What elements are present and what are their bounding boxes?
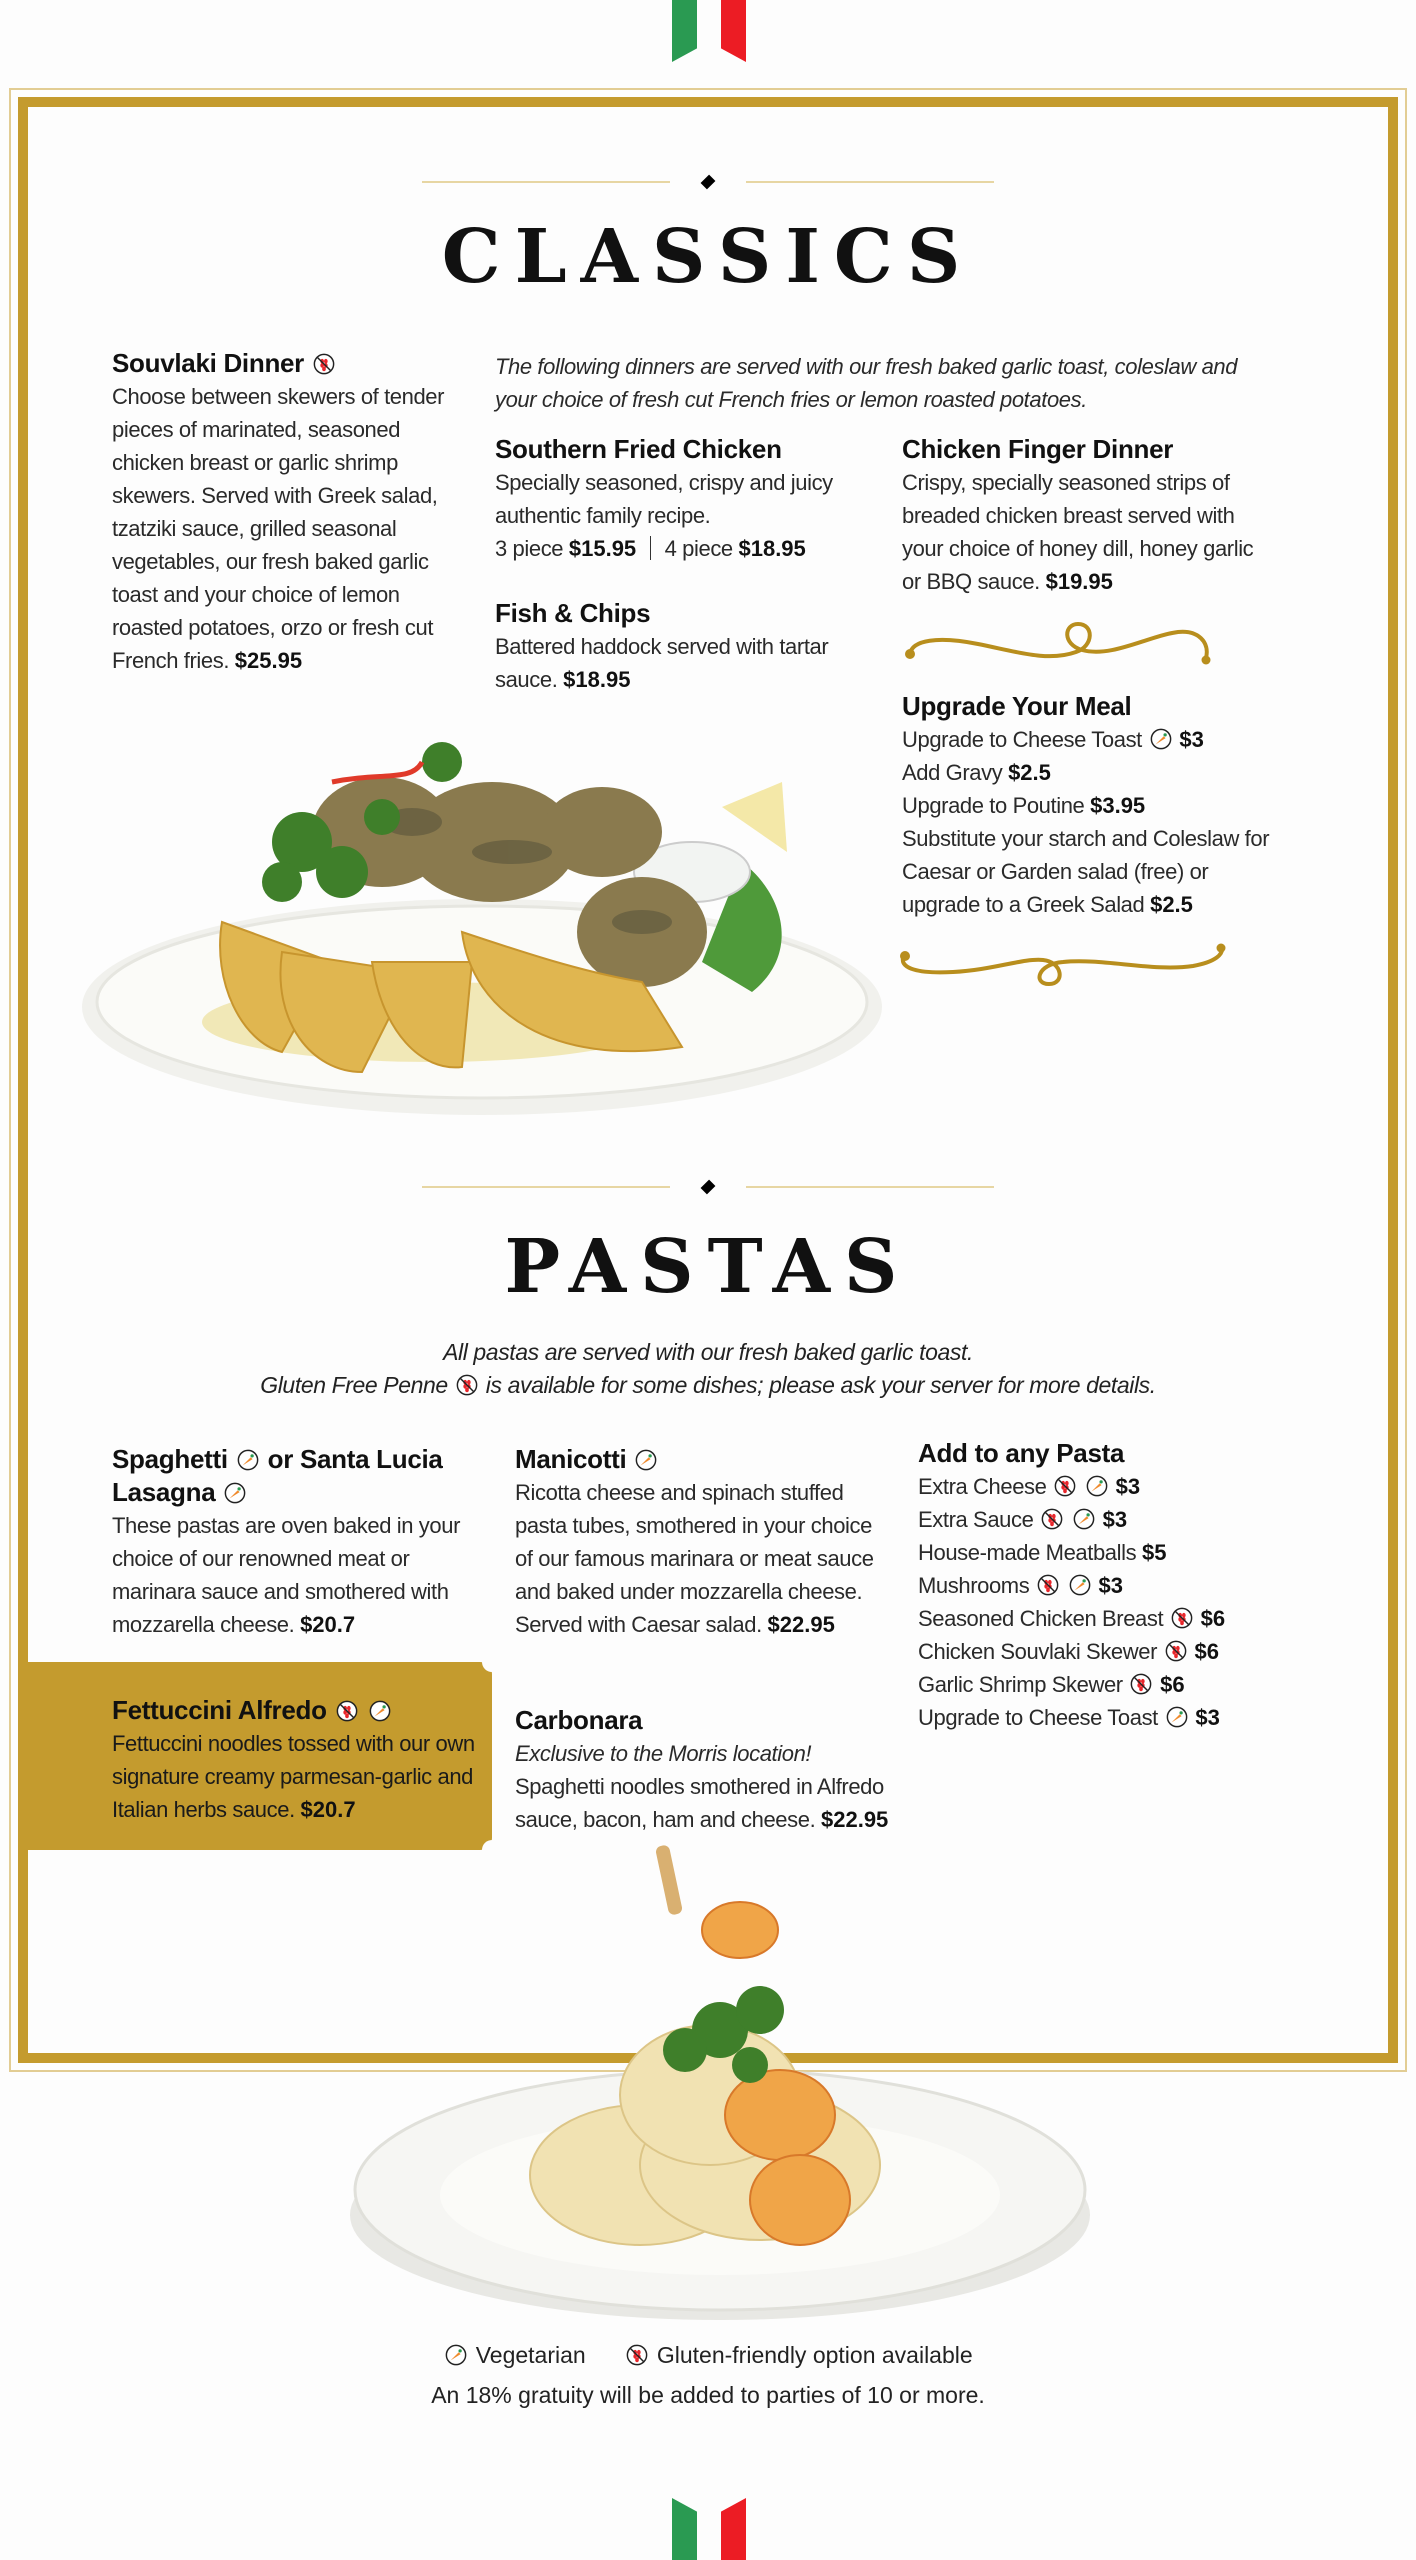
item-price: $18.95 [563, 667, 631, 692]
gluten-friendly-icon [336, 1700, 358, 1722]
add-on-item: Seasoned Chicken Breast $6 [918, 1606, 1226, 1631]
menu-item-fettuccini-alfredo [112, 1694, 492, 1826]
gluten-friendly-icon [1171, 1607, 1193, 1629]
gluten-friendly-icon [1041, 1508, 1063, 1530]
pastas-intro-line2: Gluten Free Penne is available for some dishes; please ask your server for more details. [260, 1372, 1156, 1398]
add-on-item: Garlic Shrimp Skewer $6 [918, 1672, 1185, 1697]
upgrade-item: Add Gravy $2.5 [902, 760, 1051, 785]
vegetarian-icon [224, 1482, 246, 1504]
italian-flag-ribbon-top [672, 0, 746, 62]
upgrade-title: Upgrade Your Meal [902, 691, 1132, 721]
legend-vegetarian: Vegetarian [475, 2342, 586, 2368]
add-ons-title: Add to any Pasta [918, 1438, 1125, 1468]
gluten-friendly-icon [626, 2344, 648, 2366]
item-description: Specially seasoned, crispy and juicy authentic family recipe. [495, 470, 833, 528]
ribbon-red-stripe [721, 2498, 746, 2560]
item-description: These pastas are oven baked in your choice of our renowned meat or marinara sauce and smothered with mozzarella cheese. [112, 1513, 461, 1637]
gratuity-note: An 18% gratuity will be added to parties of 10 or more. [431, 2382, 985, 2408]
fettuccini-alfredo-plate-image [340, 1845, 1100, 2325]
item-price: $22.95 [821, 1807, 889, 1832]
divider-line [422, 1186, 670, 1188]
gluten-friendly-icon [1037, 1574, 1059, 1596]
item-price: $20.7 [300, 1797, 356, 1822]
gluten-friendly-icon [313, 353, 335, 375]
upgrade-item: Upgrade to Cheese Toast $3 [902, 727, 1204, 752]
diamond-icon [701, 1180, 716, 1195]
classics-intro: The following dinners are served with our fresh baked garlic toast, coleslaw and your choice of fresh cut French fries or lemon roasted potatoes. [495, 354, 1238, 412]
section-title-pastas: PASTAS [504, 1224, 912, 1310]
item-name: Souvlaki Dinner [112, 348, 304, 378]
gluten-friendly-icon [1165, 1640, 1187, 1662]
item-tagline: Exclusive to the Morris location! [515, 1741, 812, 1766]
section-title-classics: CLASSICS [441, 214, 975, 300]
add-on-item: House-made Meatballs $5 [918, 1540, 1167, 1565]
vegetarian-icon [369, 1700, 391, 1722]
add-to-any-pasta [918, 1437, 1268, 1734]
gluten-friendly-icon [1130, 1673, 1152, 1695]
section-divider-pastas [422, 1180, 994, 1194]
item-price: $20.7 [300, 1612, 356, 1637]
menu-item-chicken-finger [902, 433, 1272, 598]
add-on-item: Upgrade to Cheese Toast $3 [918, 1705, 1220, 1730]
vegetarian-icon [445, 2344, 467, 2366]
menu-item-manicotti [515, 1443, 885, 1641]
vegetarian-icon [1073, 1508, 1095, 1530]
gluten-friendly-icon [456, 1374, 478, 1396]
item-name: Fettuccini Alfredo [112, 1695, 327, 1725]
legend [0, 2342, 1416, 2369]
pastas-intro-line1: All pastas are served with our fresh baked garlic toast. [443, 1339, 973, 1365]
item-description: Crispy, specially seasoned strips of breaded chicken breast served with your choice of honey dill, honey garlic or BBQ sauce. [902, 470, 1254, 594]
vegetarian-icon [1166, 1706, 1188, 1728]
menu-item-southern-fried-chicken [495, 433, 865, 565]
vegetarian-icon [1086, 1475, 1108, 1497]
upgrade-your-meal [902, 690, 1272, 921]
upgrade-item: Upgrade to Poutine $3.95 [902, 793, 1146, 818]
item-description: Battered haddock served with tartar sauce. [495, 634, 829, 692]
add-on-item: Extra Cheese $3 [918, 1474, 1141, 1499]
item-name: Chicken Finger Dinner [902, 434, 1174, 464]
item-name: Fish & Chips [495, 598, 651, 628]
vegetarian-icon [635, 1449, 657, 1471]
vegetarian-icon [1150, 728, 1172, 750]
menu-item-souvlaki [112, 347, 457, 677]
section-divider-classics [422, 175, 994, 189]
item-description: Choose between skewers of tender pieces of marinated, seasoned chicken breast or garlic shrimp skewers. Served with Greek salad, tzatziki sauce, grilled seasonal vegetables, our fresh baked garlic toast and your choice of lemon roasted potatoes, orzo or fresh cut French fries. [112, 384, 445, 673]
separator [650, 536, 651, 560]
divider-line [746, 1186, 994, 1188]
vegetarian-icon [237, 1449, 259, 1471]
decorative-swirl-top [898, 618, 1218, 670]
menu-item-spaghetti-lasagna: Spaghetti or Santa Lucia Lasagna These pastas are oven baked in your choice of our renowned meat or marinara sauce and smothered with mozzarella cheese. $20.7 [112, 1444, 461, 1637]
divider-line [422, 181, 670, 183]
ribbon-red-stripe [721, 0, 746, 62]
item-price-options: 3 piece $15.95 4 piece $18.95 [495, 536, 806, 561]
gluten-friendly-icon [1054, 1475, 1076, 1497]
item-name: Southern Fried Chicken [495, 434, 782, 464]
italian-flag-ribbon-bottom [672, 2498, 746, 2560]
vegetarian-icon [1069, 1574, 1091, 1596]
diamond-icon [701, 175, 716, 190]
souvlaki-plate-image [82, 722, 882, 1122]
divider-line [746, 181, 994, 183]
item-description: Fettuccini noodles tossed with our own signature creamy parmesan-garlic and Italian herbs sauce. [112, 1731, 475, 1822]
upgrade-item: Substitute your starch and Coleslaw for Caesar or Garden salad (free) or upgrade to a Greek Salad $2.5 [902, 826, 1270, 917]
add-on-item: Extra Sauce $3 [918, 1507, 1128, 1532]
item-description: Ricotta cheese and spinach stuffed pasta tubes, smothered in your choice of our famous marinara or meat sauce and baked under mozzarella cheese. Served with Caesar salad. [515, 1480, 874, 1637]
ribbon-green-stripe [672, 0, 697, 62]
decorative-swirl-bottom [893, 942, 1233, 990]
add-on-item: Chicken Souvlaki Skewer $6 [918, 1639, 1219, 1664]
item-price: $25.95 [234, 648, 303, 673]
item-description: Spaghetti noodles smothered in Alfredo sauce, bacon, ham and cheese. [515, 1774, 884, 1832]
item-price: $19.95 [1045, 569, 1113, 594]
item-name: Manicotti [515, 1444, 627, 1474]
add-on-item: Mushrooms $3 [918, 1573, 1123, 1598]
menu-item-carbonara [515, 1704, 915, 1836]
legend-gluten: Gluten-friendly option available [656, 2342, 973, 2368]
item-name: Carbonara [515, 1705, 643, 1735]
item-price: $22.95 [767, 1612, 835, 1637]
ribbon-green-stripe [672, 2498, 697, 2560]
menu-item-fish-chips [495, 597, 865, 696]
